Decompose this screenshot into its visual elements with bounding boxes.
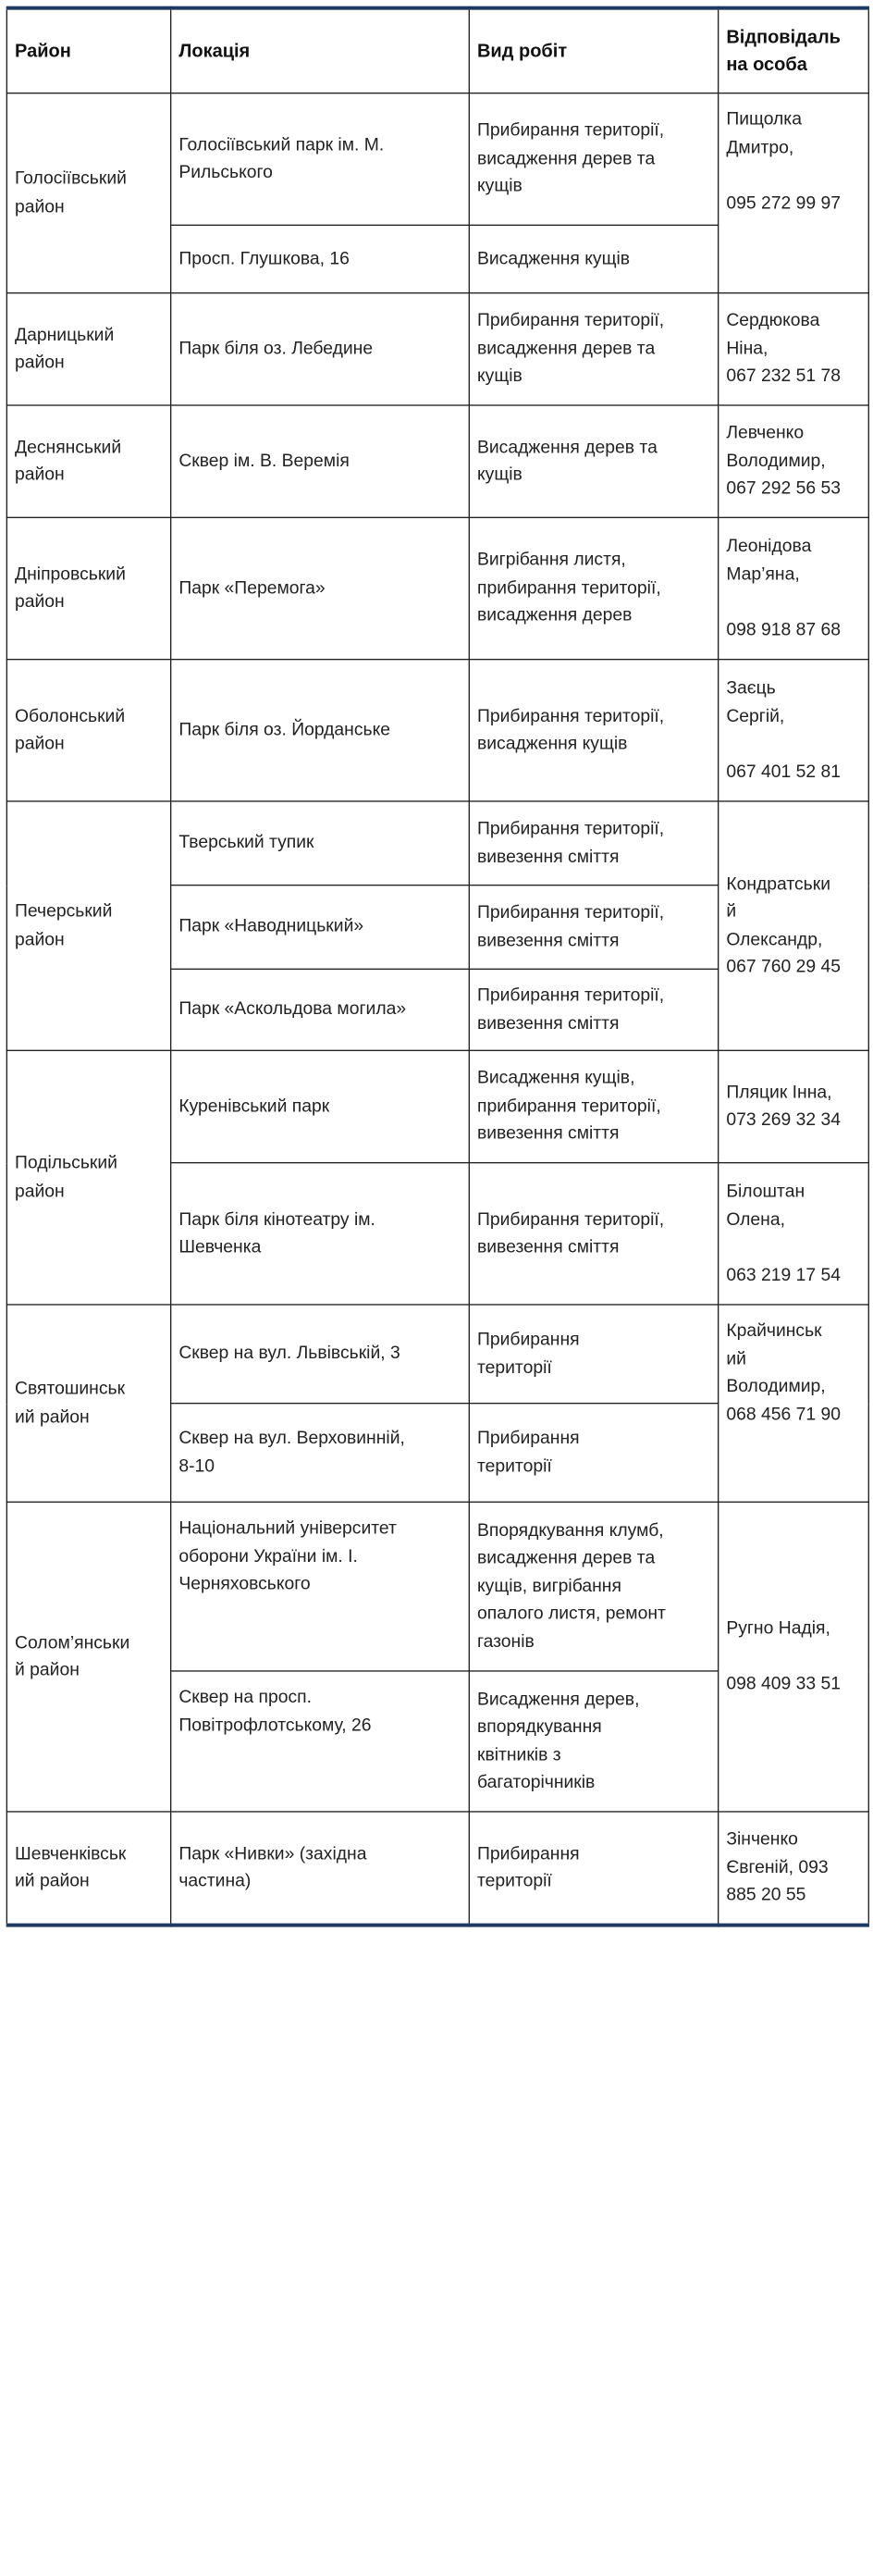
table-row [6, 93, 868, 226]
district-cell: Печерський район [6, 801, 170, 1050]
district-cell: Оболонський район [6, 660, 170, 801]
location-cell: Національний університет оборони України ім. І. Черняховського [171, 1502, 470, 1671]
district-cell: Святошинськ ий район [6, 1305, 170, 1502]
work-cell: Прибирання території, вивезення сміття [469, 1163, 718, 1305]
person-cell: Левченко Володимир, 067 292 56 53 [719, 405, 869, 517]
district-cell: Деснянський район [6, 405, 170, 517]
work-cell: Прибирання території, висадження дерев та кущів [469, 93, 718, 226]
district-cell: Дніпровський район [6, 517, 170, 659]
location-cell: Сквер на вул. Верховинній, 8-10 [171, 1404, 470, 1503]
table-row [6, 1050, 868, 1162]
person-cell: Ругно Надія, 098 409 33 51 [719, 1502, 869, 1812]
person-cell: Крайчинськ ий Володимир, 068 456 71 90 [719, 1305, 869, 1502]
column-header-person: Відповідаль на особа [719, 8, 869, 93]
work-cell: Прибирання території, вивезення сміття [469, 886, 718, 970]
column-header-district: Район [6, 8, 170, 93]
column-header-location: Локація [171, 8, 470, 93]
work-cell: Висадження дерев та кущів [469, 405, 718, 517]
table-row [6, 293, 868, 405]
location-cell: Парк «Аскольдова могила» [171, 969, 470, 1050]
work-cell: Висадження кущів [469, 225, 718, 292]
district-cell: Дарницький район [6, 293, 170, 405]
person-cell: Сердюкова Ніна, 067 232 51 78 [719, 293, 869, 405]
table-row [6, 405, 868, 517]
work-cell: Прибирання території [469, 1305, 718, 1404]
table-row [6, 1502, 868, 1671]
location-cell: Куренівський парк [171, 1050, 470, 1162]
location-cell: Голосіївський парк ім. М. Рильського [171, 93, 470, 226]
work-cell: Прибирання території [469, 1812, 718, 1926]
person-cell: Леонідова Мар’яна, 098 918 87 68 [719, 517, 869, 659]
work-cell: Прибирання території, висадження дерев та кущів [469, 293, 718, 405]
location-cell: Парк «Перемога» [171, 517, 470, 659]
district-cell: Подільський район [6, 1050, 170, 1305]
district-cell: Голосіївський район [6, 93, 170, 293]
table-row [6, 1305, 868, 1404]
table-row [6, 517, 868, 659]
work-cell: Вигрібання листя, прибирання території, висадження дерев [469, 517, 718, 659]
person-cell: Зінченко Євгеній, 093 885 20 55 [719, 1812, 869, 1926]
work-cell: Прибирання території, вивезення сміття [469, 801, 718, 886]
location-cell: Сквер ім. В. Веремія [171, 405, 470, 517]
table-row [6, 801, 868, 886]
location-cell: Сквер на просп. Повітрофлотському, 26 [171, 1671, 470, 1812]
table-row [6, 1812, 868, 1926]
district-cell: Солом’янськи й район [6, 1502, 170, 1812]
person-cell: Пляцик Інна, 073 269 32 34 [719, 1050, 869, 1162]
work-cell: Прибирання території, висадження кущів [469, 660, 718, 801]
location-cell: Парк біля оз. Йорданське [171, 660, 470, 801]
district-cell: Шевченківськ ий район [6, 1812, 170, 1926]
column-header-work: Вид робіт [469, 8, 718, 93]
location-cell: Просп. Глушкова, 16 [171, 225, 470, 292]
work-cell: Впорядкування клумб, висадження дерев та кущів, вигрібання опалого листя, ремонт газонів [469, 1502, 718, 1671]
table-row [6, 660, 868, 801]
location-cell: Парк «Нивки» (західна частина) [171, 1812, 470, 1926]
person-cell: Білоштан Олена, 063 219 17 54 [719, 1163, 869, 1305]
location-cell: Тверський тупик [171, 801, 470, 886]
work-cell: Прибирання території, вивезення сміття [469, 969, 718, 1050]
work-cell: Прибирання території [469, 1404, 718, 1503]
cleanup-schedule-table [6, 6, 869, 1927]
work-cell: Висадження дерев, впорядкування квітників з багаторічників [469, 1671, 718, 1812]
location-cell: Парк «Наводницький» [171, 886, 470, 970]
location-cell: Парк біля оз. Лебедине [171, 293, 470, 405]
person-cell: Кондратськи й Олександр, 067 760 29 45 [719, 801, 869, 1050]
location-cell: Парк біля кінотеатру ім. Шевченка [171, 1163, 470, 1305]
person-cell: Пищолка Дмитро, 095 272 99 97 [719, 93, 869, 293]
header-row [6, 8, 868, 93]
location-cell: Сквер на вул. Львівській, 3 [171, 1305, 470, 1404]
work-cell: Висадження кущів, прибирання території, вивезення сміття [469, 1050, 718, 1162]
person-cell: Заєць Сергій, 067 401 52 81 [719, 660, 869, 801]
